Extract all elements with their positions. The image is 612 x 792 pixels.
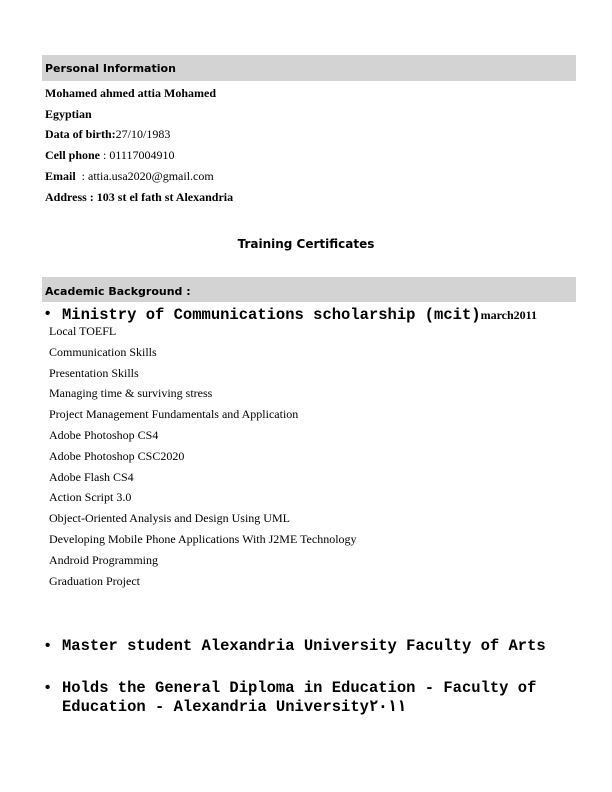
- course-item: Adobe Photoshop CSC2020: [49, 448, 185, 463]
- address: Address : 103 st el fath st Alexandria: [45, 190, 234, 204]
- diploma-line-1: Holds the General Diploma in Education - Faculty of: [62, 679, 537, 697]
- email-value: : attia.usa2020@gmail.com: [75, 169, 214, 183]
- course-item: Object-Oriented Analysis and Design Using UML: [49, 511, 290, 526]
- section-heading: Personal Information: [45, 62, 176, 75]
- course-item: Managing time & surviving stress: [49, 386, 213, 401]
- dob-label: Data of birth:: [45, 127, 116, 141]
- date-of-birth: [45, 127, 170, 142]
- scholarship: [62, 306, 537, 324]
- course-item: Local TOEFL: [49, 324, 117, 338]
- full-name: Mohamed ahmed attia Mohamed: [45, 86, 216, 100]
- scholarship-title: Ministry of Communications scholarship (mcit): [62, 306, 481, 324]
- course-item: Presentation Skills: [49, 365, 139, 380]
- course-item: Graduation Project: [49, 573, 140, 588]
- course-item: Adobe Flash CS4: [49, 469, 134, 484]
- course-item: Android Programming: [49, 552, 158, 567]
- course-item: Project Management Fundamentals and Application: [49, 407, 299, 422]
- scholarship-date: march2011: [480, 308, 538, 322]
- cell-phone: [45, 148, 174, 163]
- bullet-icon: •: [45, 637, 51, 654]
- course-item: Adobe Photoshop CS4: [49, 428, 159, 442]
- section-heading: Academic Background :: [45, 285, 191, 298]
- phone-value: : 01117004910: [100, 148, 175, 162]
- personal-info-header: [42, 55, 576, 81]
- bullet-icon: •: [45, 305, 51, 322]
- phone-label: Cell phone: [45, 148, 101, 162]
- dob-value: 27/10/1983: [115, 127, 171, 141]
- email-label: Email: [45, 169, 76, 183]
- email: [45, 169, 214, 184]
- bullet-icon: •: [45, 679, 51, 696]
- academic-header: [42, 277, 576, 302]
- nationality: Egyptian: [45, 107, 92, 121]
- course-item: Action Script 3.0: [49, 490, 132, 505]
- course-item: Communication Skills: [49, 344, 157, 359]
- course-item: Developing Mobile Phone Applications With J2ME Technology: [49, 532, 357, 546]
- training-heading: Training Certificates: [237, 237, 375, 251]
- diploma-line-2: Education - Alexandria University٢٠١١: [62, 698, 407, 716]
- master-item: Master student Alexandria University Faculty of Arts: [62, 637, 546, 655]
